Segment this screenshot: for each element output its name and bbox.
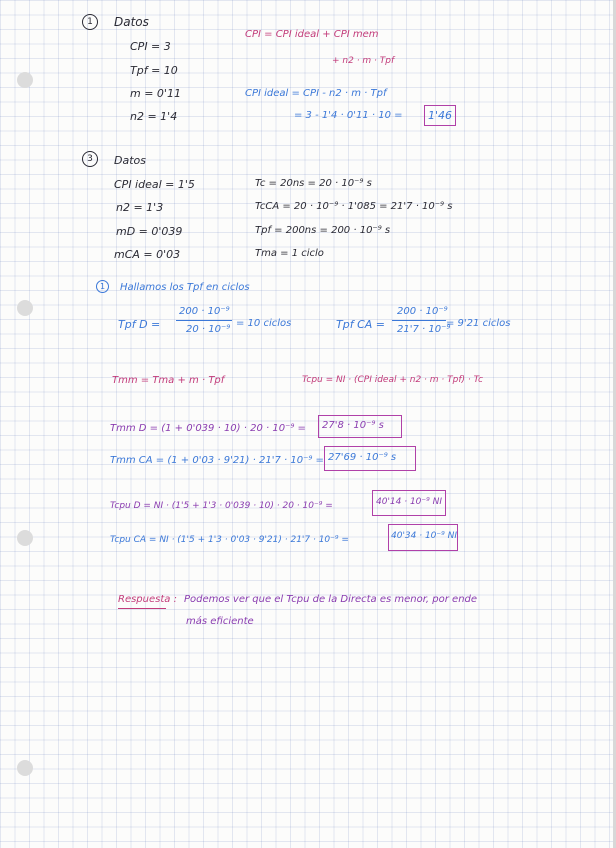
answer-label: Respuesta : [118, 594, 177, 605]
ex1-heading: Datos [114, 15, 149, 29]
cpi-formula-line2: + n2 · m · Tpf [332, 56, 395, 66]
ex2-tc: Tc = 20ns = 20 · 10⁻⁹ s [255, 178, 372, 189]
tcpu-ca-calc: Tcpu CA = NI · (1'5 + 1'3 · 0'03 · 9'21) · 21'7 · 10⁻⁹ = [110, 535, 349, 545]
tpf-d-denominator: 20 · 10⁻⁹ [186, 324, 231, 335]
cpi-ideal-line1: CPI ideal = CPI - n2 · m · Tpf [245, 88, 387, 99]
ex2-tma: Tma = 1 ciclo [255, 248, 324, 259]
tmm-formula: Tmm = Tma + m · Tpf [112, 375, 225, 386]
tpf-d-numerator: 200 · 10⁻⁹ [179, 306, 230, 317]
binder-hole [17, 760, 33, 776]
step1-heading: Hallamos los Tpf en ciclos [120, 282, 250, 293]
ex2-cpi-ideal: CPI ideal = 1'5 [114, 178, 195, 191]
ex1-m: m = 0'11 [130, 87, 181, 100]
exercise-number: 3 [87, 154, 93, 164]
ex1-cpi: CPI = 3 [130, 40, 171, 53]
binder-hole [17, 72, 33, 88]
cpi-ideal-result: 1'46 [428, 109, 453, 122]
cpi-ideal-line2: = 3 - 1'4 · 0'11 · 10 = [294, 110, 403, 121]
ex2-tpf: Tpf = 200ns = 200 · 10⁻⁹ s [255, 225, 391, 236]
fraction-bar [392, 320, 446, 321]
tcpu-d-result: 40'14 · 10⁻⁹ NI [376, 497, 443, 507]
exercise-number-circle [82, 151, 98, 167]
tmm-ca-calc: Tmm CA = (1 + 0'03 · 9'21) · 21'7 · 10⁻⁹ = [110, 455, 324, 466]
answer-line2: más eficiente [186, 616, 254, 627]
tpf-ca-denominator: 21'7 · 10⁻⁹ [397, 324, 451, 335]
ex1-n: n2 = 1'4 [130, 110, 178, 123]
tpf-ca-fraction [392, 306, 452, 336]
answer-line1: Podemos ver que el Tcpu de la Directa es menor, por ende [184, 594, 478, 605]
ex2-mca: mCA = 0'03 [114, 248, 181, 261]
tpf-d-result: = 10 ciclos [236, 318, 292, 329]
step-number: 1 [99, 282, 106, 291]
ex1-tpf: Tpf = 10 [130, 64, 178, 77]
tpf-ca-result: = 9'21 ciclos [446, 318, 511, 329]
tpf-d-fraction [176, 306, 236, 336]
ex2-n2: n2 = 1'3 [116, 201, 164, 214]
exercise-number: 1 [87, 17, 93, 27]
tpf-ca-numerator: 200 · 10⁻⁹ [397, 306, 448, 317]
binder-hole [17, 300, 33, 316]
tcpu-ca-result: 40'34 · 10⁻⁹ NI [391, 531, 458, 541]
answer-label-underline [118, 608, 166, 609]
ex2-tcca: TcCA = 20 · 10⁻⁹ · 1'085 = 21'7 · 10⁻⁹ s [255, 201, 453, 212]
binder-hole [17, 530, 33, 546]
tmm-ca-result: 27'69 · 10⁻⁹ s [328, 452, 397, 463]
step-number-circle [96, 280, 109, 293]
ex2-heading: Datos [114, 154, 146, 167]
exercise-number-circle [82, 14, 98, 30]
cpi-formula-line1: CPI = CPI ideal + CPI mem [245, 29, 379, 40]
tpf-ca-label: Tpf CA = [336, 318, 385, 331]
tmm-d-calc: Tmm D = (1 + 0'039 · 10) · 20 · 10⁻⁹ = [110, 423, 306, 434]
tcpu-d-calc: Tcpu D = NI · (1'5 + 1'3 · 0'039 · 10) · 20 · 10⁻⁹ = [110, 501, 333, 511]
ex2-md: mD = 0'039 [116, 225, 183, 238]
tmm-d-result: 27'8 · 10⁻⁹ s [322, 420, 384, 431]
tpf-d-label: Tpf D = [118, 318, 161, 331]
fraction-bar [176, 320, 232, 321]
tcpu-formula: Tcpu = NI · (CPI ideal + n2 · m · Tpf) · Tc [302, 375, 483, 385]
